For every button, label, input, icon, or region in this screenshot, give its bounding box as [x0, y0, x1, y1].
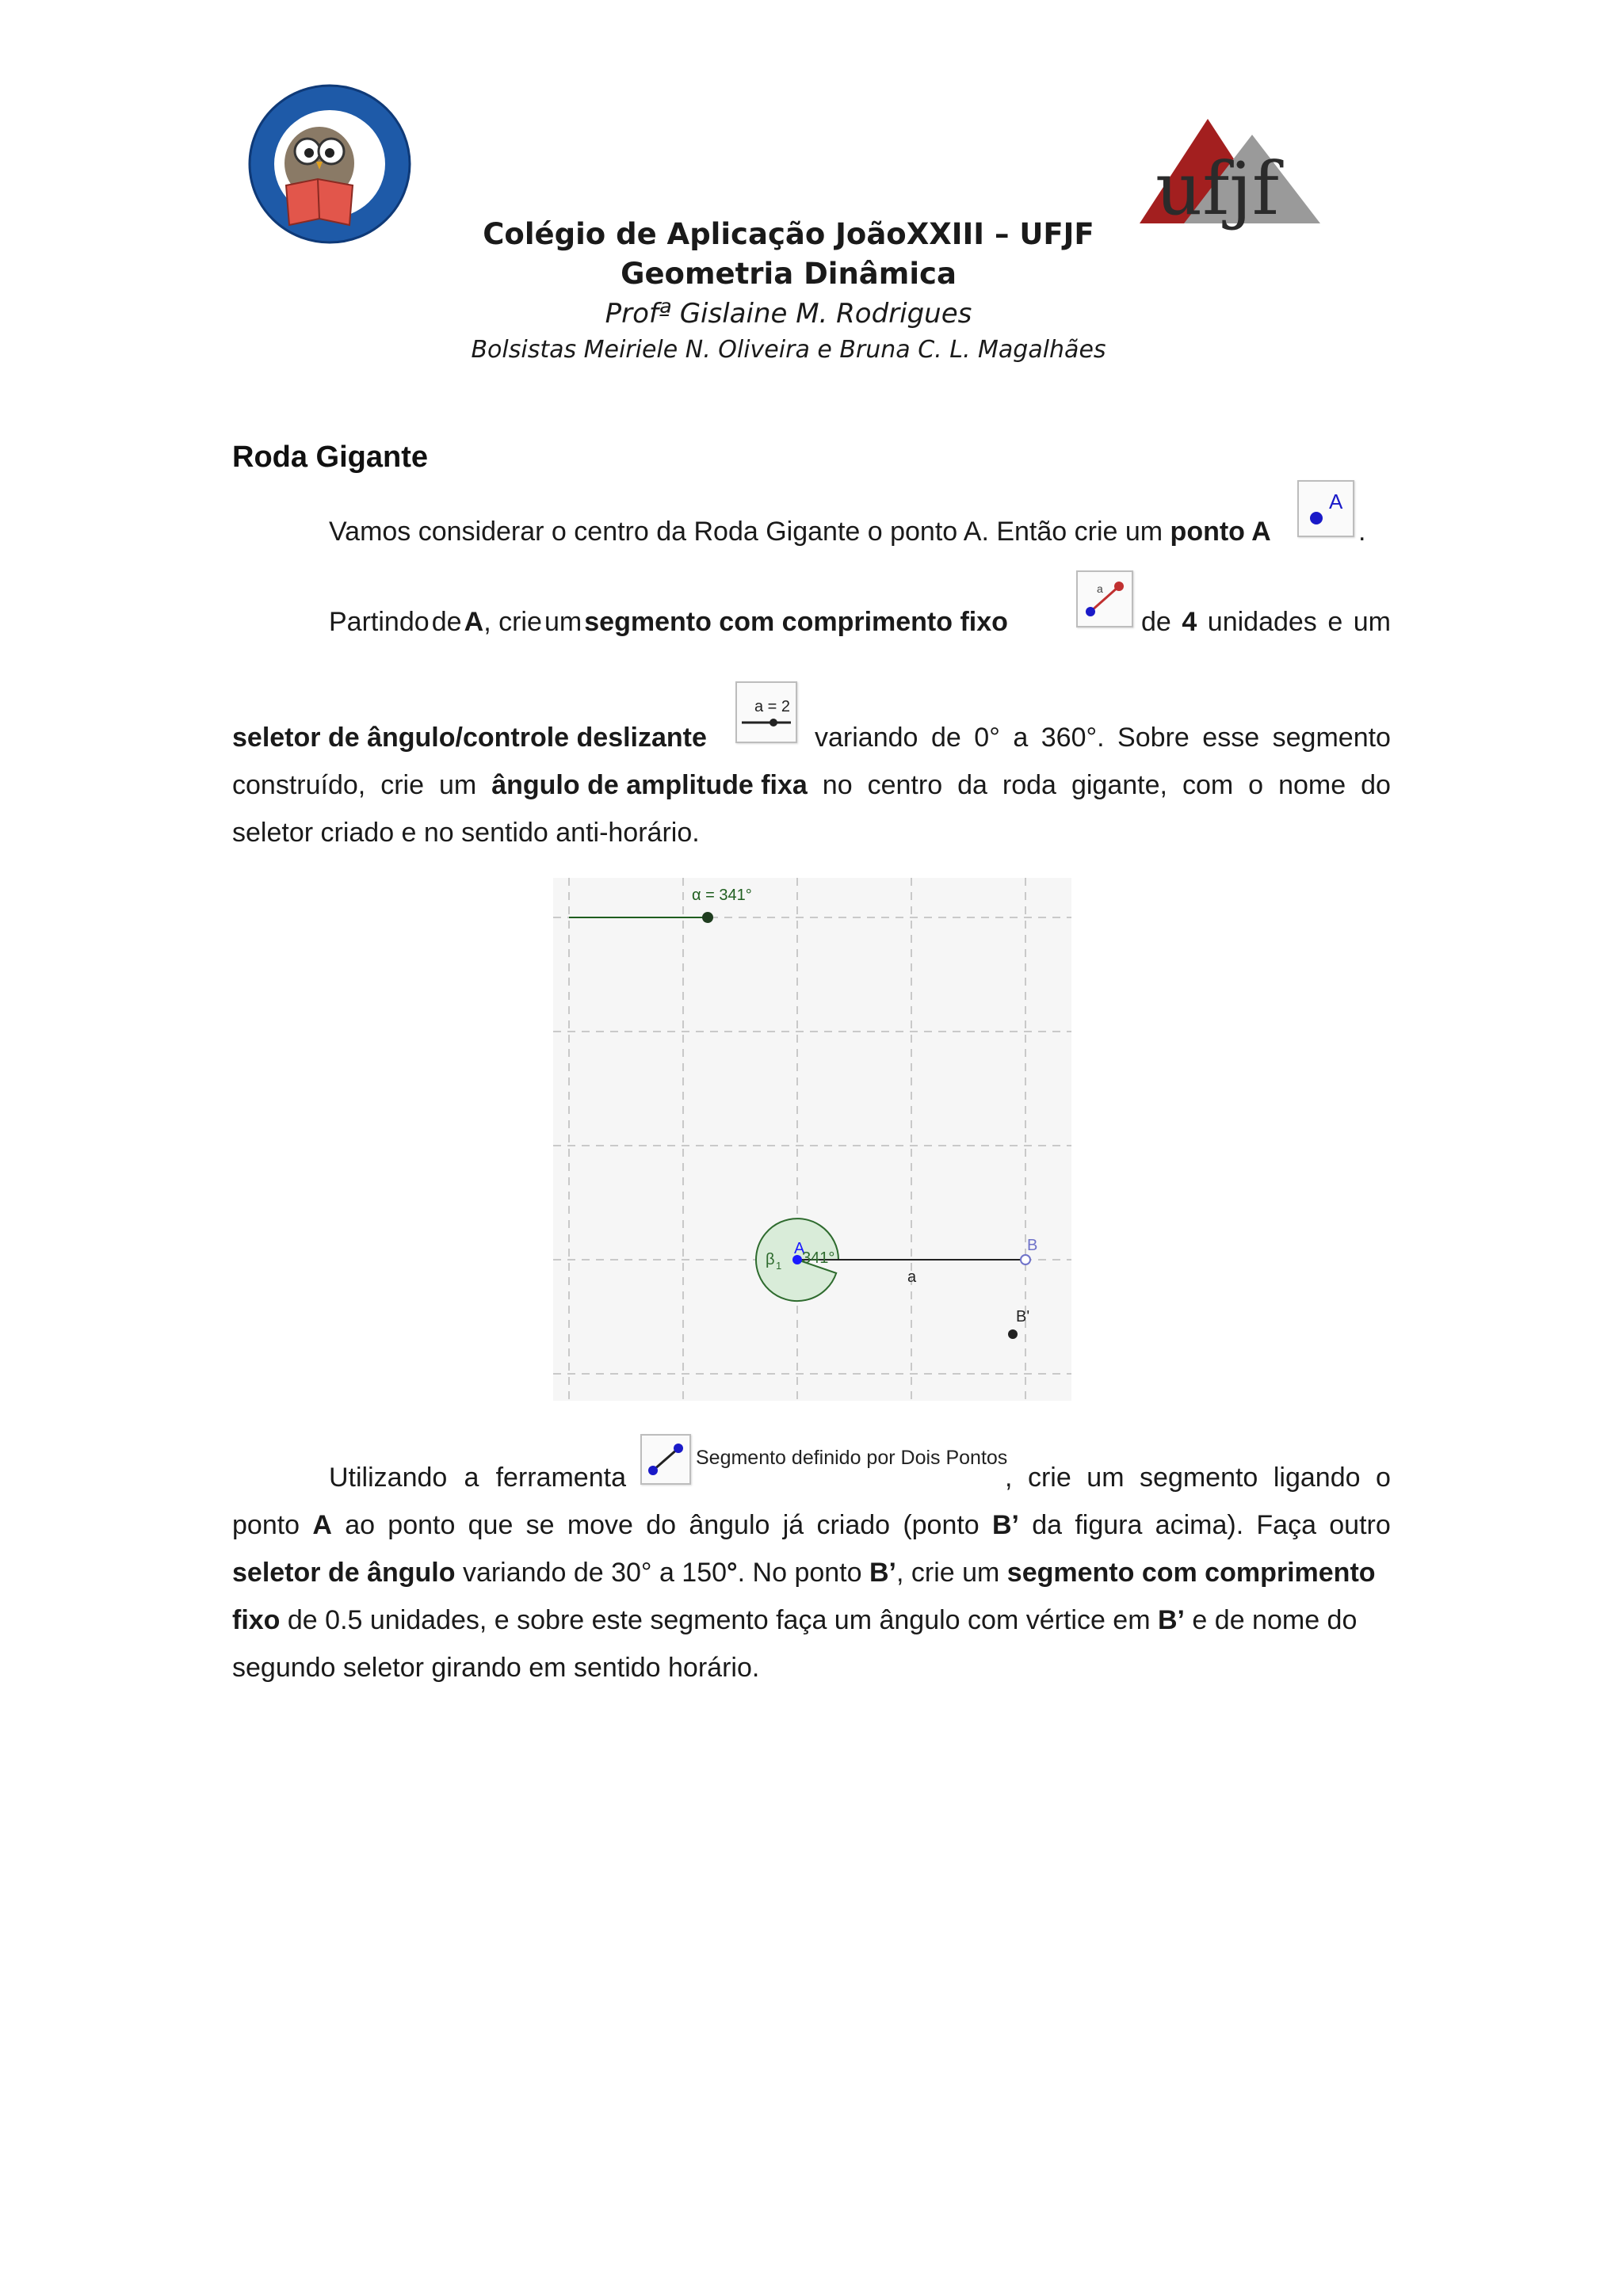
paragraph-3-line-3: seletor criado e no sentido anti-horário.: [232, 818, 700, 848]
geogebra-figure: [553, 878, 1071, 1401]
point-a-label: A: [794, 1240, 805, 1257]
header-scholars: Bolsistas Meiriele N. Oliveira e Bruna C. L. Magalhães: [471, 336, 1106, 364]
angle-value: 341°: [802, 1249, 835, 1267]
point-b-label: B: [1027, 1237, 1038, 1254]
paragraph-4-line-3: seletor de ângulo variando de 30° a 150°. No ponto B’, crie um segmento com comprimento: [232, 1558, 1376, 1588]
p1-period: .: [1358, 517, 1366, 547]
segment-tool-label: Segmento definido por Dois Pontos: [696, 1447, 1008, 1469]
svg-text:A: A: [1329, 490, 1343, 513]
point-b[interactable]: [1021, 1255, 1030, 1264]
ufjf-logo-text: ufjf: [1155, 147, 1279, 231]
grid: [553, 878, 1071, 1401]
header-professor: Profª Gislaine M. Rodrigues: [605, 298, 972, 330]
slider-label: α = 341°: [692, 887, 752, 904]
svg-text:a: a: [1097, 582, 1103, 595]
slider-handle[interactable]: [702, 912, 713, 923]
header-school-name: Colégio de Aplicação JoãoXXIII – UFJF: [483, 217, 1094, 251]
paragraph-1: [329, 517, 1271, 547]
p3-bold: seletor de ângulo/controle deslizante: [232, 723, 707, 753]
paragraph-3-line-2: construído, crie um ângulo de amplitude fixa no centro da roda gigante, com o nome do: [232, 770, 1391, 800]
paragraph-4-line-5: segundo seletor girando em sentido horário.: [232, 1653, 760, 1683]
paragraph-4-start: Utilizando a ferramenta: [329, 1463, 626, 1493]
slider-icon[interactable]: [735, 681, 797, 743]
point-tool-icon[interactable]: [1297, 480, 1354, 537]
paragraph-3-line-1-end: variando de 0° a 360°. Sobre esse segmento: [815, 723, 1391, 753]
paragraph-2-end: de 4 unidades e um: [1141, 607, 1391, 637]
paragraph-4-line-1-end: , crie um segmento ligando o: [1005, 1463, 1391, 1493]
paragraph-4-line-2: ponto A ao ponto que se move do ângulo já criado (ponto B’ da figura acima). Faça outro: [232, 1510, 1391, 1540]
header-course: Geometria Dinâmica: [621, 257, 957, 291]
point-b-prime-label: B': [1016, 1308, 1030, 1325]
p1-bold: ponto A: [1170, 517, 1271, 547]
point-b-prime[interactable]: [1008, 1329, 1018, 1339]
angle-subscript: 1: [776, 1260, 782, 1272]
p1-text: Vamos considerar o centro da Roda Gigante o ponto A. Então crie um: [329, 517, 1170, 547]
angle-name: β: [766, 1251, 775, 1268]
fixed-length-segment-icon[interactable]: [1076, 570, 1133, 627]
segment-two-points-icon[interactable]: [640, 1434, 691, 1485]
paragraph-2: Partindo de A, crie um segmento com comprimento fixo: [329, 607, 1008, 637]
segment-a-label: a: [907, 1268, 917, 1286]
p2-bold: segmento com comprimento fixo: [584, 607, 1008, 637]
paragraph-4-line-4: fixo de 0.5 unidades, e sobre este segmento faça um ângulo com vértice em B’ e de nome do: [232, 1605, 1358, 1635]
section-title: Roda Gigante: [232, 441, 429, 474]
svg-text:a = 2: a = 2: [754, 698, 791, 715]
